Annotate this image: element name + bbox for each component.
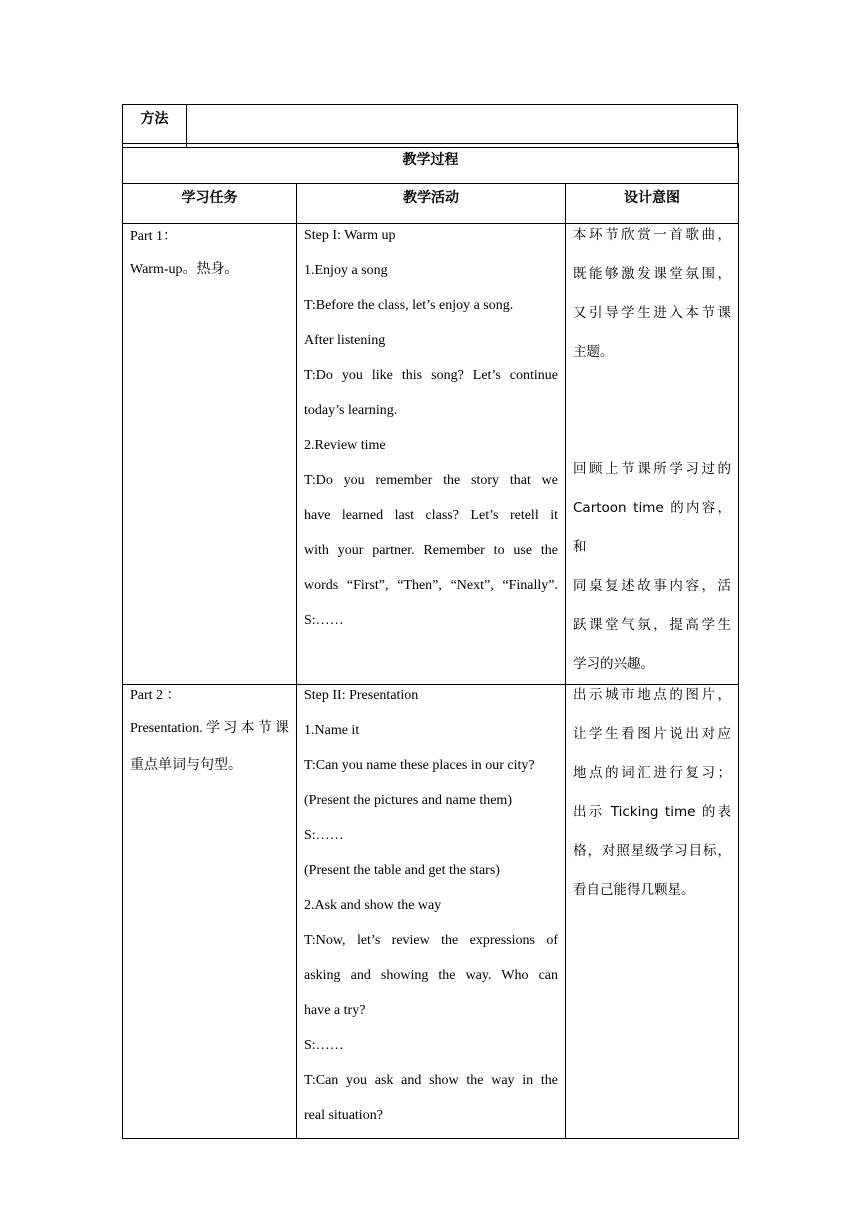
activity-line: S:…… — [304, 613, 344, 628]
activity-line: After listening — [304, 333, 386, 348]
intent-line: 格，对照星级学习目标， — [573, 843, 731, 859]
header-activity: 教学活动 — [297, 184, 566, 224]
intent-cell — [566, 685, 739, 1139]
activity-line: words “First”, “Then”, “Next”, “Finally”. — [304, 578, 558, 593]
activity-line: have a try? — [304, 1003, 366, 1018]
task-line: Presentation.学习本节课 — [130, 721, 289, 736]
intent-line: 出示 Ticking time 的表 — [573, 804, 731, 820]
intent-line: 回顾上节课所学习过的 — [573, 461, 731, 477]
intent-line: Cartoon time 的内容，和 — [573, 500, 731, 555]
table-row — [123, 685, 739, 1139]
section-title: 教学过程 — [402, 152, 459, 168]
intent-line: 让学生看图片说出对应 — [573, 726, 731, 742]
header-intent: 设计意图 — [566, 184, 739, 224]
activity-cell — [297, 224, 566, 685]
activity-line: (Present the pictures and name them) — [304, 793, 512, 808]
header-task: 学习任务 — [123, 184, 297, 224]
activity-cell — [297, 685, 566, 1139]
activity-line: Step II: Presentation — [304, 688, 419, 703]
method-label: 方法 — [123, 105, 187, 148]
activity-line: 1.Name it — [304, 723, 360, 738]
method-table — [122, 104, 738, 148]
intent-cell — [566, 224, 739, 685]
activity-line: asking and showing the way. Who can — [304, 968, 558, 983]
activity-line: real situation? — [304, 1108, 383, 1123]
intent-line: 跃课堂气氛，提高学生 — [573, 617, 731, 633]
intent-line: 又引导学生进入本节课 — [573, 305, 731, 321]
activity-line: T:Can you name these places in our city? — [304, 758, 535, 773]
activity-line: today’s learning. — [304, 403, 398, 418]
section-title-cell — [123, 144, 739, 184]
intent-line: 看自己能得几颗星。 — [573, 882, 695, 898]
activity-line: T:Can you ask and show the way in the — [304, 1073, 558, 1088]
table-row — [123, 224, 739, 685]
activity-line: (Present the table and get the stars) — [304, 863, 500, 878]
intent-line: 学习的兴趣。 — [573, 656, 654, 672]
activity-line: T:Do you remember the story that we — [304, 473, 558, 488]
intent-line: 主题。 — [573, 344, 614, 360]
intent-line: 同桌复述故事内容，活 — [573, 578, 731, 594]
activity-line: with your partner. Remember to use the — [304, 543, 558, 558]
activity-line: 2.Review time — [304, 438, 386, 453]
activity-line: T:Now, let’s review the expressions of — [304, 933, 558, 948]
task-line: 重点单词与句型。 — [130, 758, 242, 773]
teaching-process-table — [122, 143, 739, 1139]
activity-line: have learned last class? Let’s retell it — [304, 508, 558, 523]
intent-line: 出示城市地点的图片， — [573, 687, 731, 703]
activity-line: 1.Enjoy a song — [304, 263, 388, 278]
intent-line: 本环节欣赏一首歌曲， — [573, 227, 731, 243]
activity-line: T:Before the class, let’s enjoy a song. — [304, 298, 514, 313]
task-cell — [123, 224, 297, 685]
task-line: Part 2 ： — [130, 688, 181, 703]
activity-line: 2.Ask and show the way — [304, 898, 442, 913]
task-line: Warm-up。热身。 — [130, 262, 239, 277]
method-value — [187, 105, 738, 148]
intent-line: 地点的词汇进行复习； — [573, 765, 731, 781]
activity-line: T:Do you like this song? Let’s continue — [304, 368, 558, 383]
activity-line: Step I: Warm up — [304, 228, 396, 243]
task-line: Part 1： — [130, 229, 178, 244]
task-cell — [123, 685, 297, 1139]
activity-line: S:…… — [304, 1038, 344, 1053]
intent-line: 既能够激发课堂氛围， — [573, 266, 731, 282]
activity-line: S:…… — [304, 828, 344, 843]
